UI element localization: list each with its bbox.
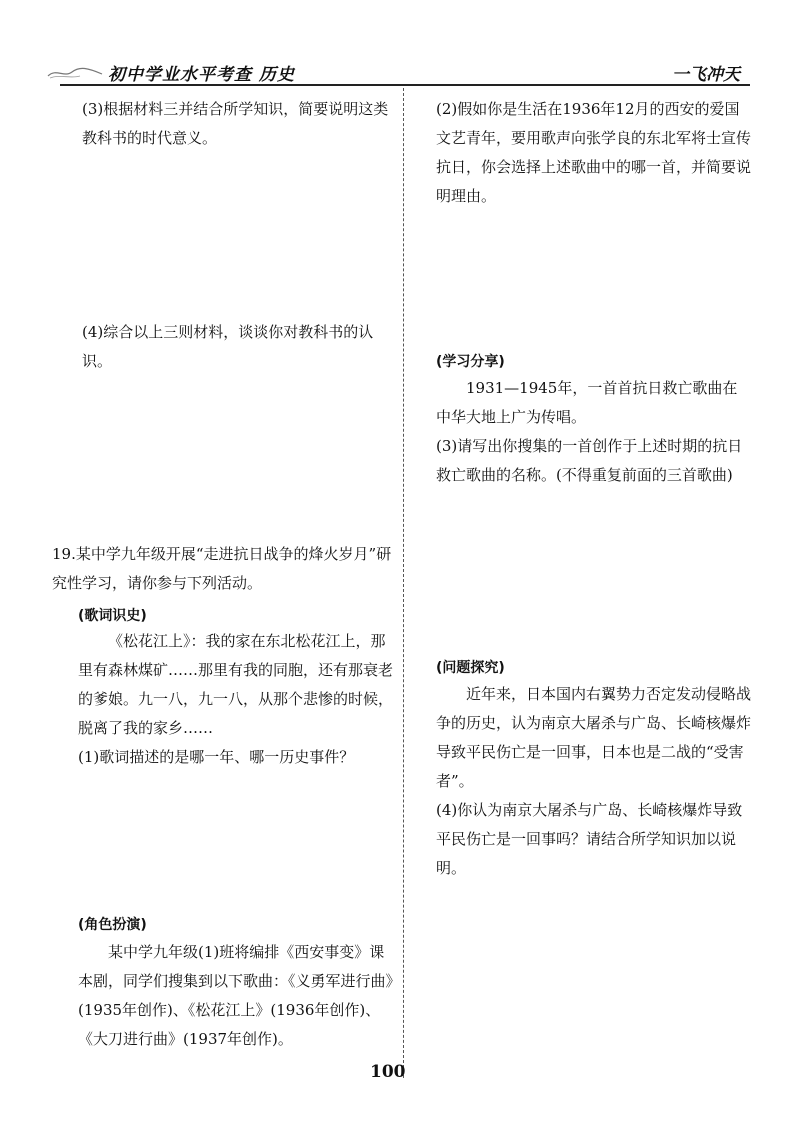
left-q4-text: (4)综合以上三则材料，谈谈你对教科书的认识。	[82, 323, 374, 370]
role-play-section-heading: (角色扮演)	[78, 917, 147, 933]
role-play-text: 某中学九年级(1)班将编排《西安事变》课本剧，同学们搜集到以下歌曲：《义勇军进行曲》(1935年创作)、《松花江上》(1936年创作)、《大刀进行曲》(1937年创作)。	[78, 943, 394, 1048]
explore-section-heading: (问题探究)	[436, 660, 505, 676]
header-title: 初中学业水平考查 历史	[108, 65, 295, 85]
page-number: 100	[370, 1062, 406, 1082]
column-divider	[403, 88, 404, 1078]
share-text: 1931—1945年，一首首抗日救亡歌曲在中华大地上广为传唱。	[436, 379, 738, 426]
question-3-text: (3)请写出你搜集的一首创作于上述时期的抗日救亡歌曲的名称。(不得重复前面的三首歌曲)	[436, 437, 743, 484]
lyrics-section-heading: (歌词识史)	[78, 608, 147, 624]
question-2-text: (2)假如你是生活在1936年12月的西安的爱国文艺青年，要用歌声向张学良的东北军将士宣传抗日，你会选择上述歌曲中的哪一首，并简要说明理由。	[436, 100, 752, 205]
question-4-text: (4)你认为南京大屠杀与广岛、长崎核爆炸导致平民伤亡是一回事吗？请结合所学知识加以说明。	[436, 801, 743, 877]
question-19-intro: 19.某中学九年级开展“走进抗日战争的烽火岁月”研究性学习，请你参与下列活动。	[52, 545, 392, 592]
header-rule	[60, 84, 750, 86]
question-1-text: (1)歌词描述的是哪一年、哪一历史事件？	[78, 748, 355, 766]
header-brand-logo: 一飞冲天	[672, 65, 740, 85]
share-section-heading: (学习分享)	[436, 354, 505, 370]
left-q3-text: (3)根据材料三并结合所学知识，简要说明这类教科书的时代意义。	[82, 100, 389, 147]
explore-text: 近年来，日本国内右翼势力否定发动侵略战争的历史，认为南京大屠杀与广岛、长崎核爆炸导致平民伤亡是一回事，日本也是二战的“受害者”。	[436, 685, 752, 790]
header-decoration-icon	[46, 64, 104, 80]
lyrics-text: 《松花江上》：我的家在东北松花江上，那里有森林煤矿……那里有我的同胞，还有那衰老的爹娘。九一八，九一八，从那个悲惨的时候，脱离了我的家乡……	[78, 632, 394, 737]
